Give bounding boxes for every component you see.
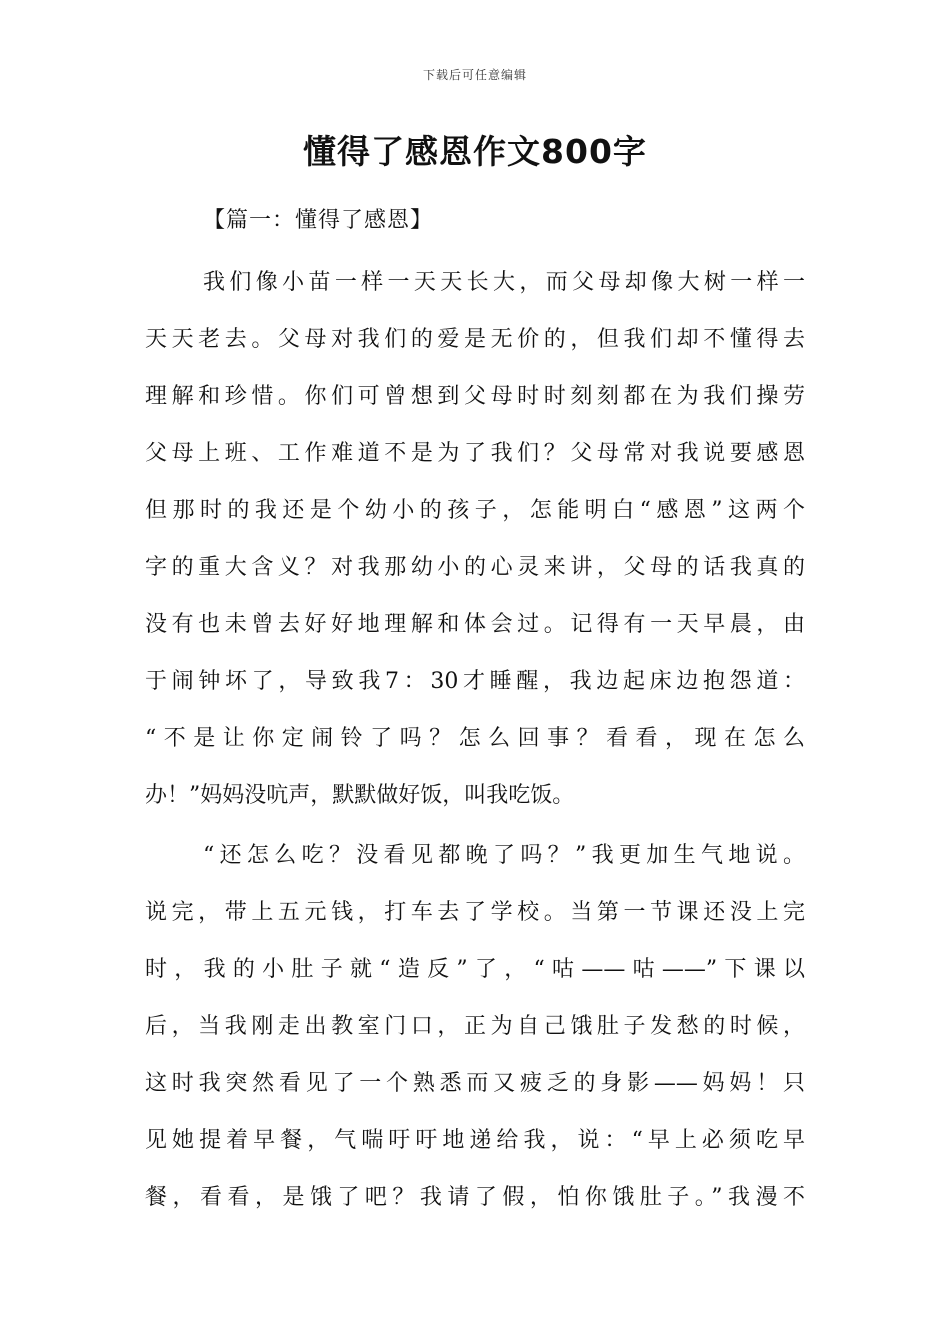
paragraph-2-line: 后，当我刚走出教室门口，正为自己饿肚子发愁的时候， <box>145 1014 805 1039</box>
paragraph-1-line: 但那时的我还是个幼小的孩子，怎能明白“感恩”这两个 <box>145 498 805 523</box>
paragraph-1-line: 理解和珍惜。你们可曾想到父母时时刻刻都在为我们操劳 <box>145 384 805 409</box>
paragraph-2-line: 这时我突然看见了一个熟悉而又疲乏的身影——妈妈！只 <box>145 1071 805 1096</box>
paragraph-2-line: 餐，看看，是饿了吧？我请了假，怕你饿肚子。”我漫不 <box>145 1185 805 1210</box>
section-heading: 【篇一：懂得了感恩】 <box>203 208 434 233</box>
paragraph-1-line: “不是让你定闹铃了吗？怎么回事？看看，现在怎么 <box>145 726 805 751</box>
document-title: 懂得了感恩作文800字 <box>303 132 647 171</box>
paragraph-1-line: 于闹钟坏了，导致我7：30才睡醒，我边起床边抱怨道： <box>145 669 805 694</box>
paragraph-1-line: 办！”妈妈没吭声，默默做好饭，叫我吃饭。 <box>145 783 575 808</box>
paragraph-1-line: 父母上班、工作难道不是为了我们？父母常对我说要感恩 <box>145 441 805 466</box>
paragraph-2-line: 见她提着早餐，气喘吁吁地递给我，说：“早上必须吃早 <box>145 1128 805 1153</box>
paragraph-1-line: 字的重大含义？对我那幼小的心灵来讲，父母的话我真的 <box>145 555 805 580</box>
paragraph-2-line: 时，我的小肚子就“造反”了，“咕——咕——”下课以 <box>145 957 805 982</box>
paragraph-1-line: 没有也未曾去好好地理解和体会过。记得有一天早晨，由 <box>145 612 805 637</box>
paragraph-2-line: 说完，带上五元钱，打车去了学校。当第一节课还没上完 <box>145 900 805 925</box>
paragraph-1-line: 我们像小苗一样一天天长大，而父母却像大树一样一 <box>203 270 805 295</box>
paragraph-1-line: 天天老去。父母对我们的爱是无价的，但我们却不懂得去 <box>145 327 805 352</box>
paragraph-2-line: “还怎么吃？没看见都晚了吗？”我更加生气地说。 <box>203 843 805 868</box>
header-note: 下载后可任意编辑 <box>422 68 527 82</box>
